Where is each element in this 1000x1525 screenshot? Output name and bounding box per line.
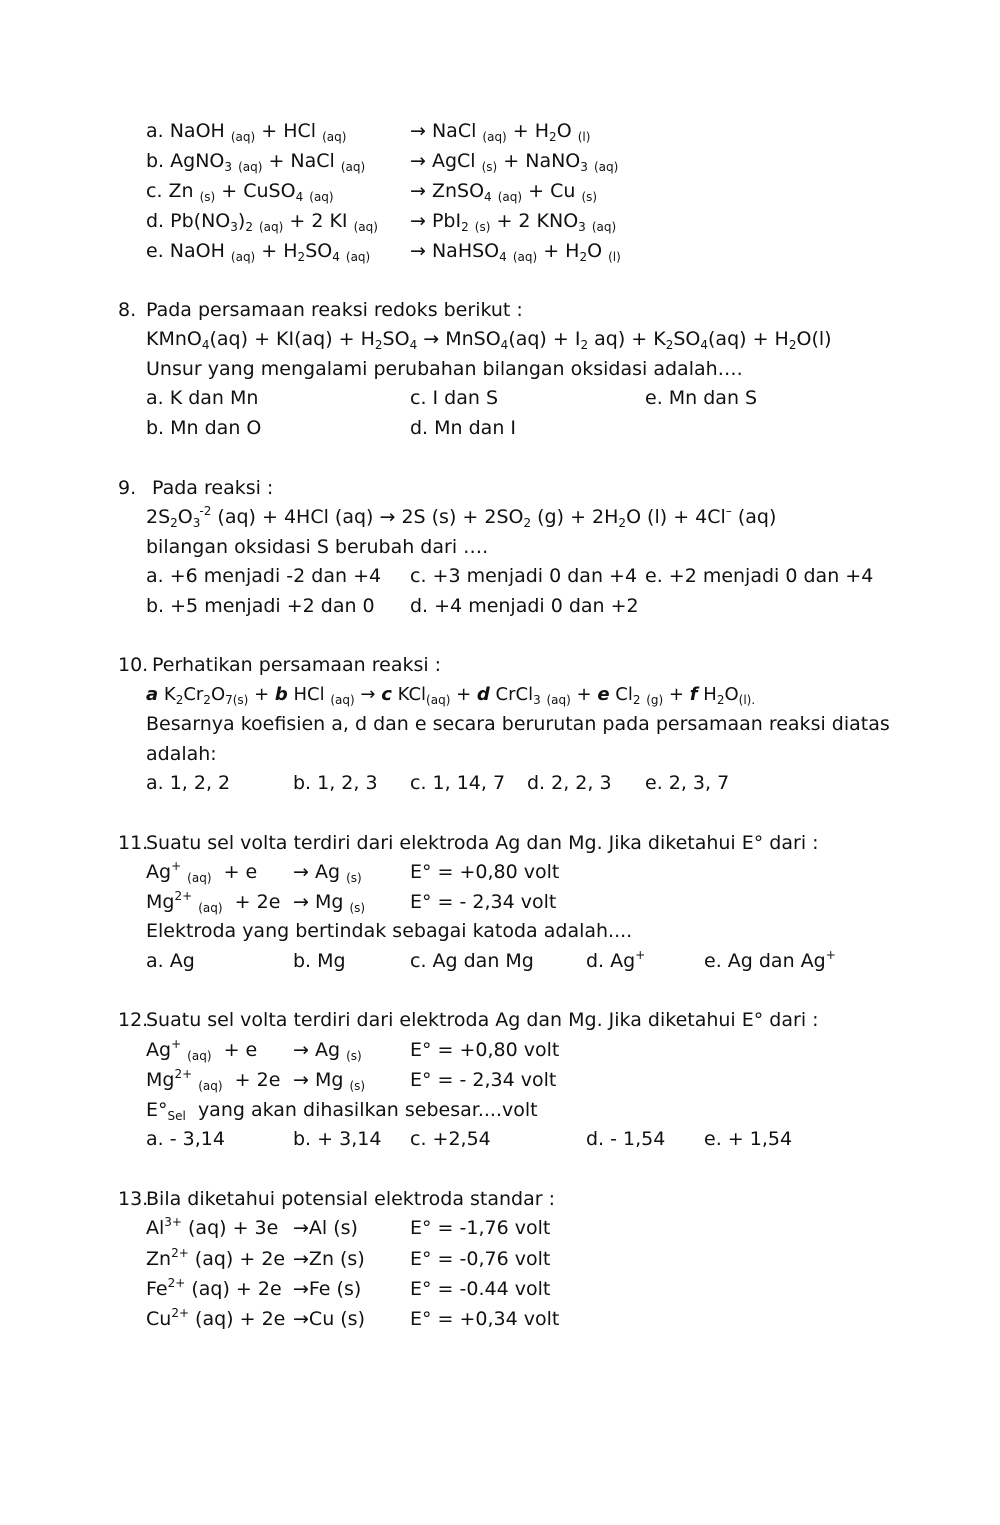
q12-reaction-mg-right: → Mg $_{(s)}$ bbox=[293, 1069, 366, 1093]
q8-option-a[interactable]: a. K dan Mn bbox=[146, 387, 259, 409]
q7-option-b-products: → AgCl $_{(s)}$ + NaNO$_3$ $_{(aq)}$ bbox=[410, 150, 619, 174]
q13-reaction-cu-left: $Cu^{2+}$ (aq) + 2e bbox=[146, 1306, 286, 1330]
q11-option-d[interactable]: d. Ag+ bbox=[586, 948, 646, 972]
q11-reaction-ag-left: Ag+ $_{(aq)}$ + e bbox=[146, 859, 258, 885]
q7-option-c-products: → ZnSO$_4$ $_{(aq)}$ + Cu $_{(s)}$ bbox=[410, 180, 598, 204]
q13-reaction-zn-potential: E° = -0,76 volt bbox=[410, 1248, 551, 1270]
q11-reaction-mg-right: → Mg $_{(s)}$ bbox=[293, 891, 366, 915]
q8-option-b[interactable]: b. Mn dan O bbox=[146, 417, 262, 439]
q8-option-e[interactable]: e. Mn dan S bbox=[645, 387, 758, 409]
q7-option-a-products: → NaCl $_{(aq)} + H_2O$ $_{(l)}$ bbox=[410, 120, 591, 144]
q11-reaction-ag-right: → Ag $_{(s)}$ bbox=[293, 861, 362, 885]
q11-reaction-mg-potential: E° = - 2,34 volt bbox=[410, 891, 557, 913]
q13-reaction-fe-right: →Fe (s) bbox=[293, 1278, 362, 1300]
q11-intro: Suatu sel volta terdiri dari elektroda Ag dan Mg. Jika diketahui E° dari : bbox=[146, 832, 819, 854]
q10-option-a[interactable]: a. 1, 2, 2 bbox=[146, 772, 231, 794]
q13-reaction-zn-right: →Zn (s) bbox=[293, 1248, 365, 1270]
q10-equation: a $K_2Cr_2O_{7(s)} + b$ HCl $_{(aq)}$ → c KCl$_{(aq)}$ + d CrCl$_3$ $_{(aq)}$ + e $Cl_2$ $_{(g)}$ + f $H_2O_{(l).}$ bbox=[146, 684, 756, 707]
q10-option-e[interactable]: e. 2, 3, 7 bbox=[645, 772, 730, 794]
q10-question-line2: adalah: bbox=[146, 743, 217, 765]
q13-reaction-zn-left: $Zn^{2+}$ (aq) + 2e bbox=[146, 1246, 286, 1270]
q9-number: 9. bbox=[118, 477, 137, 499]
q9-equation: $2S_2O_3^{-2}$ (aq) + 4HCl (aq) → 2S $(s) + 2SO_2$ $(g) + 2H_2O$ (l) + 4Cl– (aq) bbox=[146, 504, 777, 530]
q13-number: 13. bbox=[118, 1188, 149, 1210]
q9-option-c[interactable]: c. +3 menjadi 0 dan +4 bbox=[410, 565, 638, 587]
q11-reaction-ag-potential: E° = +0,80 volt bbox=[410, 861, 560, 883]
q9-option-b[interactable]: b. +5 menjadi +2 dan 0 bbox=[146, 595, 375, 617]
q9-intro: Pada reaksi : bbox=[152, 477, 274, 499]
q12-option-b[interactable]: b. + 3,14 bbox=[293, 1128, 382, 1150]
q13-reaction-al-left: $Al^{3+}$ (aq) + 3e bbox=[146, 1215, 279, 1239]
q12-reaction-mg-potential: E° = - 2,34 volt bbox=[410, 1069, 557, 1091]
q13-reaction-al-potential: E° = -1,76 volt bbox=[410, 1217, 551, 1239]
q8-option-c[interactable]: c. I dan S bbox=[410, 387, 499, 409]
q7-option-d-reactants: d. $Pb(NO_3)_2$ $_{(aq)}$ + 2 KI $_{(aq)}$ bbox=[146, 210, 378, 234]
q8-intro: Pada persamaan reaksi redoks berikut : bbox=[146, 299, 523, 321]
q13-reaction-fe-left: $Fe^{2+}$ (aq) + 2e bbox=[146, 1276, 282, 1300]
q7-option-a-reactants: a. NaOH $_{(aq)}$ + HCl $_{(aq)}$ bbox=[146, 120, 347, 144]
q8-number: 8. bbox=[118, 299, 137, 321]
q11-reaction-mg-left: $Mg^{2+}$ $_{(aq)}$ + 2e bbox=[146, 889, 281, 915]
q7-option-b-reactants: b. AgNO$_3$ $_{(aq)}$ + NaCl $_{(aq)}$ bbox=[146, 150, 366, 174]
q11-number: 11. bbox=[118, 832, 149, 854]
q10-option-c[interactable]: c. 1, 14, 7 bbox=[410, 772, 506, 794]
q12-reaction-ag-potential: E° = +0,80 volt bbox=[410, 1039, 560, 1061]
q11-option-b[interactable]: b. Mg bbox=[293, 950, 346, 972]
q9-option-d[interactable]: d. +4 menjadi 0 dan +2 bbox=[410, 595, 639, 617]
q11-option-c[interactable]: c. Ag dan Mg bbox=[410, 950, 534, 972]
q13-intro: Bila diketahui potensial elektroda standar : bbox=[146, 1188, 555, 1210]
q13-reaction-cu-potential: E° = +0,34 volt bbox=[410, 1308, 560, 1330]
q8-question: Unsur yang mengalami perubahan bilangan oksidasi adalah…. bbox=[146, 358, 743, 380]
q8-option-d[interactable]: d. Mn dan I bbox=[410, 417, 517, 439]
q7-option-d-products: → PbI$_2$ $_{(s)}$ + 2 $KNO_3$ $_{(aq)}$ bbox=[410, 210, 617, 234]
q12-reaction-mg-left: $Mg^{2+}$ $_{(aq)}$ + 2e bbox=[146, 1067, 281, 1093]
q12-reaction-ag-right: → Ag $_{(s)}$ bbox=[293, 1039, 362, 1063]
q10-option-d[interactable]: d. 2, 2, 3 bbox=[527, 772, 612, 794]
q12-option-d[interactable]: d. - 1,54 bbox=[586, 1128, 666, 1150]
q13-reaction-al-right: →Al (s) bbox=[293, 1217, 358, 1239]
q12-question: $E^\circ_{Sel}$ yang akan dihasilkan sebesar....volt bbox=[146, 1099, 538, 1123]
q11-option-a[interactable]: a. Ag bbox=[146, 950, 195, 972]
q10-option-b[interactable]: b. 1, 2, 3 bbox=[293, 772, 378, 794]
q9-option-a[interactable]: a. +6 menjadi -2 dan +4 bbox=[146, 565, 382, 587]
q11-option-e[interactable]: e. Ag dan Ag+ bbox=[704, 948, 836, 972]
q10-number: 10. bbox=[118, 654, 149, 676]
q12-intro: Suatu sel volta terdiri dari elektroda Ag dan Mg. Jika diketahui E° dari : bbox=[146, 1009, 819, 1031]
q11-question: Elektroda yang bertindak sebagai katoda adalah.... bbox=[146, 920, 633, 942]
q7-option-c-reactants: c. Zn $_{(s)}$ + CuSO$_4$ $_{(aq)}$ bbox=[146, 180, 334, 204]
q9-question: bilangan oksidasi S berubah dari …. bbox=[146, 536, 489, 558]
q12-option-a[interactable]: a. - 3,14 bbox=[146, 1128, 225, 1150]
q7-option-e-reactants: e. NaOH $_{(aq)} + H_2SO_4$ $_{(aq)}$ bbox=[146, 240, 371, 264]
q10-intro: Perhatikan persamaan reaksi : bbox=[152, 654, 442, 676]
q12-reaction-ag-left: Ag+ $_{(aq)}$ + e bbox=[146, 1037, 258, 1063]
q12-number: 12. bbox=[118, 1009, 149, 1031]
q13-reaction-cu-right: →Cu (s) bbox=[293, 1308, 365, 1330]
q12-option-c[interactable]: c. +2,54 bbox=[410, 1128, 491, 1150]
q9-option-e[interactable]: e. +2 menjadi 0 dan +4 bbox=[645, 565, 874, 587]
q8-equation: KMnO$_4$(aq) + $KI(aq) + H_2SO_4$ → MnSO$_4$(aq) + $I_2$ $aq) + K_2SO_4(aq) + H_2O(l)$ bbox=[146, 328, 832, 352]
q7-option-e-products: → NaHSO$_4$ $_{(aq)} + H_2O$ $_{(l)}$ bbox=[410, 240, 621, 264]
q12-option-e[interactable]: e. + 1,54 bbox=[704, 1128, 793, 1150]
q10-question-line1: Besarnya koefisien a, d dan e secara berurutan pada persamaan reaksi diatas bbox=[146, 713, 890, 735]
q13-reaction-fe-potential: E° = -0.44 volt bbox=[410, 1278, 551, 1300]
